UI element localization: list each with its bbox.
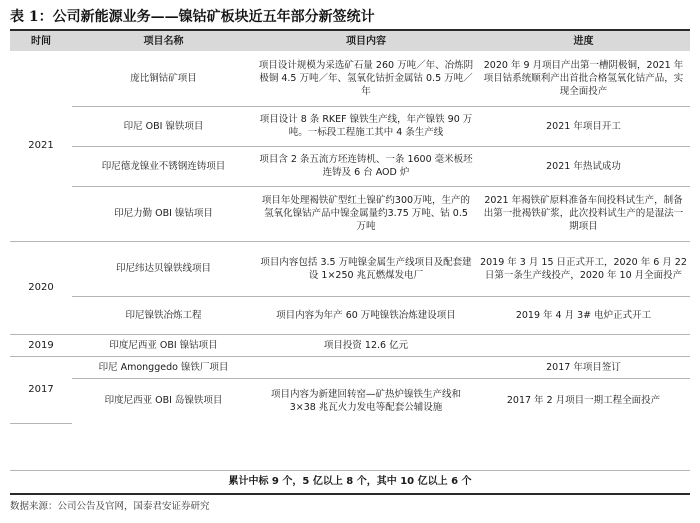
project-name: 庞比铜钴矿项目	[72, 51, 255, 106]
project-progress: 2019 年 3 月 15 日正式开工，2020 年 6 月 22 日第一条生产线投产，2020 年 10 月全面投产	[477, 241, 690, 296]
project-content: 项目设计规模为采选矿石量 260 万吨／年、冶炼阴极铜 4.5 万吨／年、氢氧化钴折金属钴 0.5 万吨／年	[255, 51, 477, 106]
project-content: 项目内容为新建回转窑—矿热炉镍铁生产线和 3×38 兆瓦火力发电等配套公辅设施	[270, 388, 461, 413]
project-name: 印度尼西亚 OBI 镍钴项目	[72, 334, 255, 356]
project-content: 项目年处理褐铁矿型红土镍矿约300万吨，生产的氢氧化镍钴产品中镍金属量约3.75 万吨、钴 0.5 万吨	[255, 186, 477, 241]
project-progress: 2021 年热试成功	[477, 146, 690, 186]
project-progress: 2020 年 9 月项目产出第一槽阴极铜，2021 年项目钴系统顺利产出首批合格氢氧化钴产品，实现全面投产	[477, 51, 690, 106]
table-row	[10, 146, 690, 186]
year-cell: 2020	[10, 241, 72, 334]
project-content	[255, 356, 477, 378]
project-name: 印尼 OBI 镍铁项目	[72, 106, 255, 146]
table-row	[10, 241, 690, 296]
header-progress: 进度	[573, 35, 594, 47]
project-progress: 2019 年 4 月 3# 电炉正式开工	[477, 296, 690, 334]
table-title: 表 1：公司新能源业务——镍钴矿板块近五年部分新签统计	[10, 9, 375, 25]
total-divider	[10, 470, 690, 471]
project-content: 项目设计 8 条 RKEF 镍铁生产线，年产镍铁 90 万吨。一标段工程施工其中 4 条生产线	[255, 106, 477, 146]
project-progress	[477, 334, 690, 356]
project-name: 印度尼西亚 OBI 岛镍铁项目	[104, 395, 223, 407]
table-row	[10, 356, 690, 378]
header-name: 项目名称	[143, 35, 184, 47]
table-row	[10, 378, 690, 423]
project-content: 项目投资 12.6 亿元	[255, 334, 477, 356]
project-progress: 2021 年项目开工	[477, 106, 690, 146]
project-progress: 2017 年 2 月项目一期工程全面投产	[506, 395, 661, 407]
project-name: 印尼力勤 OBI 镍钴项目	[72, 186, 255, 241]
table-row	[10, 51, 690, 106]
project-content: 项目内容包括 3.5 万吨镍金属生产线项目及配套建设 1×250 兆瓦燃煤发电厂	[255, 241, 477, 296]
table-row	[10, 186, 690, 241]
year-cell: 2019	[10, 334, 72, 356]
table-row	[10, 334, 690, 356]
total-summary: 累计中标 9 个，5 亿以上 8 个，其中 10 亿以上 6 个	[228, 476, 472, 487]
table-row	[10, 296, 690, 334]
year-cell: 2021	[10, 51, 72, 241]
header-row	[10, 31, 690, 51]
data-source: 数据来源：公司公告及官网，国泰君安证券研究	[10, 501, 210, 512]
project-name: 印尼纬达贝镍铁线项目	[72, 241, 255, 296]
project-table	[10, 31, 690, 424]
header-content: 项目内容	[346, 35, 386, 47]
bottom-rule	[10, 493, 690, 495]
project-content: 项目内容为年产 60 万吨镍铁冶炼建设项目	[255, 296, 477, 334]
project-name: 印尼德龙镍业不锈钢连铸项目	[72, 146, 255, 186]
year-cell: 2017	[10, 356, 72, 423]
project-content: 项目含 2 条五流方坯连铸机、一条 1600 毫米板坯连铸及 6 台 AOD 炉	[255, 146, 477, 186]
project-progress: 2021 年褐铁矿原料准备车间投料试生产，制备出第一批褐铁矿浆，此次投料试生产的是湿法一期项目	[477, 186, 690, 241]
table-row	[10, 106, 690, 146]
project-name: 印尼镍铁冶炼工程	[72, 296, 255, 334]
project-progress: 2017 年项目签订	[477, 356, 690, 378]
project-name: 印尼 Amonggedo 镍铁厂项目	[72, 356, 255, 378]
header-time: 时间	[31, 35, 51, 47]
